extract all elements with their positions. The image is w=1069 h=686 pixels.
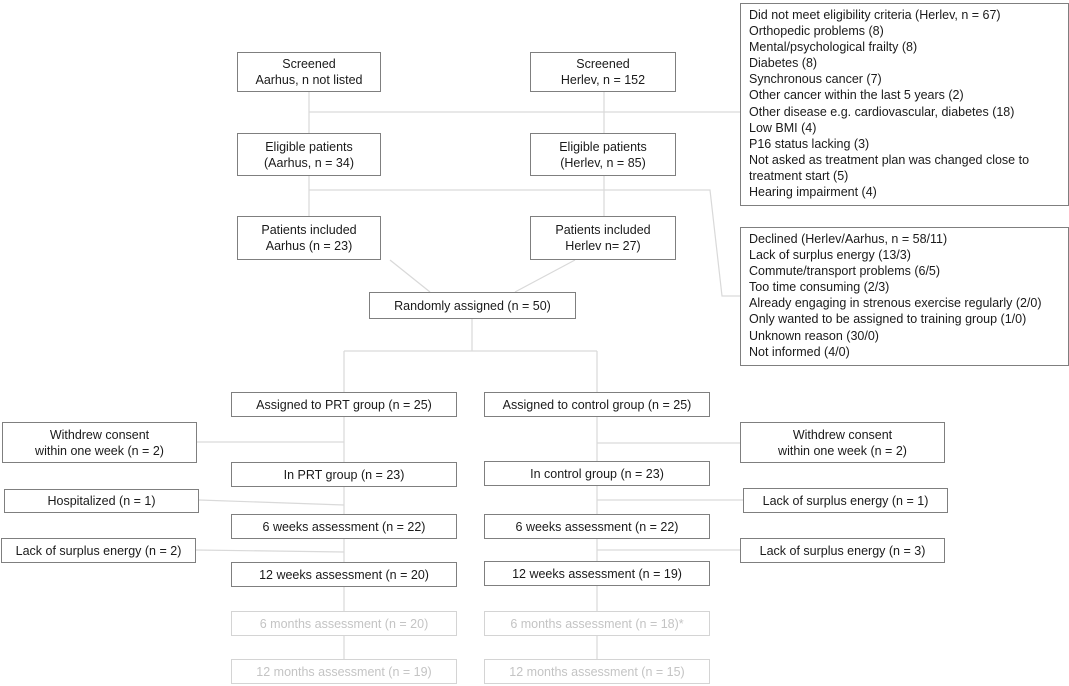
prt-6weeks-box (231, 514, 457, 539)
control-withdrew-line2: within one week (n = 2) (778, 443, 907, 458)
control-assigned-box (484, 392, 710, 417)
eligible-aarhus-line2: (Aarhus, n = 34) (264, 155, 354, 170)
connector-prt-lack (196, 550, 344, 552)
control-in-group-label: In control group (n = 23) (530, 466, 664, 481)
exclusion-declined-item: Not informed (4/0) (749, 344, 850, 359)
eligible-aarhus-box (237, 133, 381, 176)
exclusion-declined-item: Only wanted to be assigned to training group (1/0) (749, 312, 1027, 327)
prt-6weeks-label: 6 weeks assessment (n = 22) (262, 519, 426, 534)
exclusion-eligibility-item: treatment start (5) (749, 168, 849, 183)
prt-withdrew-line1: Withdrew consent (49, 427, 150, 442)
control-12months-box (484, 659, 710, 684)
screened-aarhus-line2: Aarhus, n not listed (255, 73, 363, 87)
eligible-herlev-line2: (Herlev, n = 85) (560, 155, 646, 170)
exclusion-eligibility-item: Did not meet eligibility criteria (Herlev, n = 67) (749, 8, 1001, 22)
connector-prt-hospitalized (199, 500, 344, 505)
connector-included-herlev (515, 260, 575, 292)
control-6months-label: 6 months assessment (n = 18)* (510, 616, 684, 631)
included-herlev-line1: Patients included (555, 223, 651, 237)
control-withdrew-box (740, 422, 945, 463)
screened-aarhus-line1: Screened (282, 57, 336, 71)
exclusion-eligibility-item: P16 status lacking (3) (749, 136, 870, 151)
control-6weeks-label: 6 weeks assessment (n = 22) (515, 519, 679, 534)
prt-assigned-box (231, 392, 457, 417)
exclusion-eligibility-item: Diabetes (8) (749, 56, 818, 71)
exclusion-declined-item: Commute/transport problems (6/5) (749, 264, 941, 279)
prt-12weeks-box (231, 562, 457, 587)
control-withdrew-line1: Withdrew consent (792, 427, 893, 442)
exclusion-eligibility-item: Other cancer within the last 5 years (2) (749, 88, 964, 103)
prt-hospitalized-box (4, 489, 199, 513)
exclusion-eligibility-item: Hearing impairment (4) (749, 185, 877, 200)
prt-6months-label: 6 months assessment (n = 20) (259, 616, 429, 631)
screened-herlev-line2: Herlev, n = 152 (560, 73, 646, 87)
screened-aarhus-box (237, 52, 381, 92)
exclusion-declined-item: Already engaging in strenous exercise regularly (2/0) (749, 296, 1042, 311)
control-lack-energy-1-box (743, 488, 948, 513)
control-lack-energy-2-box (740, 538, 945, 563)
exclusion-declined-item: Unknown reason (30/0) (749, 328, 879, 343)
included-aarhus-box (237, 216, 381, 260)
prt-12months-label: 12 months assessment (n = 19) (256, 664, 432, 679)
prt-withdrew-line2: within one week (n = 2) (35, 443, 164, 458)
control-lack-energy-2-label: Lack of surplus energy (n = 3) (759, 543, 926, 558)
included-aarhus-line1: Patients included (261, 223, 357, 237)
control-12weeks-box (484, 561, 710, 586)
eligible-aarhus-line1: Eligible patients (265, 139, 353, 154)
exclusion-eligibility-item: Other disease e.g. cardiovascular, diabetes (18) (749, 104, 1015, 119)
exclusion-eligibility-item: Synchronous cancer (7) (749, 72, 882, 87)
control-lack-energy-1-label: Lack of surplus energy (n = 1) (762, 493, 929, 508)
prt-lack-energy-label: Lack of surplus energy (n = 2) (15, 543, 182, 558)
eligible-herlev-box (530, 133, 676, 176)
included-herlev-line2: Herlev n= 27) (565, 239, 641, 253)
exclusion-declined-item: Declined (Herlev/Aarhus, n = 58/11) (749, 232, 948, 246)
control-12months-label: 12 months assessment (n = 15) (509, 664, 685, 679)
prt-12weeks-label: 12 weeks assessment (n = 20) (259, 567, 429, 582)
prt-withdrew-box (2, 422, 197, 463)
connector-included-aarhus (390, 260, 430, 292)
exclusion-declined-item: Too time consuming (2/3) (749, 280, 890, 295)
exclusion-eligibility-item: Low BMI (4) (749, 120, 817, 135)
randomized-box (369, 292, 576, 319)
control-assigned-label: Assigned to control group (n = 25) (502, 397, 692, 412)
included-herlev-box (530, 216, 676, 260)
eligible-herlev-line1: Eligible patients (559, 139, 647, 154)
exclusion-eligibility-box (740, 3, 1069, 206)
prt-assigned-label: Assigned to PRT group (n = 25) (256, 397, 432, 412)
control-12weeks-label: 12 weeks assessment (n = 19) (512, 566, 682, 581)
control-6weeks-box (484, 514, 710, 539)
prt-in-group-box (231, 462, 457, 487)
control-in-group-box (484, 461, 710, 486)
prt-6months-box (231, 611, 457, 636)
exclusion-eligibility-item: Not asked as treatment plan was changed close to (749, 152, 1030, 167)
prt-12months-box (231, 659, 457, 684)
included-aarhus-line2: Aarhus (n = 23) (265, 239, 353, 253)
prt-lack-energy-box (1, 538, 196, 563)
exclusion-eligibility-item: Mental/psychological frailty (8) (749, 40, 918, 55)
exclusion-eligibility-item: Orthopedic problems (8) (749, 24, 884, 39)
prt-in-group-label: In PRT group (n = 23) (283, 467, 405, 482)
exclusion-declined-item: Lack of surplus energy (13/3) (749, 248, 911, 263)
exclusion-declined-box (740, 227, 1069, 366)
prt-hospitalized-label: Hospitalized (n = 1) (47, 494, 156, 508)
screened-herlev-box (530, 52, 676, 92)
randomized-label: Randomly assigned (n = 50) (394, 298, 551, 313)
control-6months-box (484, 611, 710, 636)
screened-herlev-line1: Screened (576, 57, 630, 71)
